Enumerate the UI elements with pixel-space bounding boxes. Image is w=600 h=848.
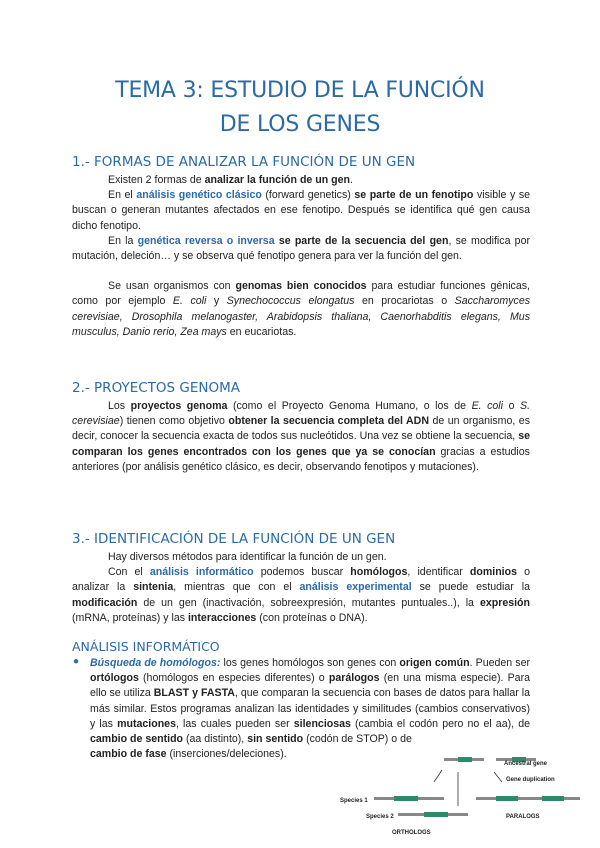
species1-gene-bar [374,796,444,801]
paralog-gene-bars [476,796,580,801]
section3-heading: 3.- IDENTIFICACIÓN DE LA FUNCIÓN DE UN GEN [72,531,396,547]
orthologs-paralogs-figure [336,748,588,844]
homologs-paragraph: Búsqueda de homólogos: los genes homólogos son genes con origen común. Pueden ser ortólogos (homólogos en especies diferentes) o parálogos (en una misma especie). Para ello se utiliza BLAST y FASTA, que comparan la secuencia con bases de datos para hallar la más similar. Estos programas analizan las identidades y similitudes (cambios conservativos) y las mutaciones, las cuales pueden ser silenciosas (cambia el codón pero no el aa), de cambio de sentido (aa distinto), sin sentido (codón de STOP) o de [90,657,531,746]
section1-paragraph-4: Se usan organismos con genomas bien conocidos para estudiar funciones génicas, como por ejemplo E. coli y Synechococcus elongatus en procariotas o Saccharomyces cerevisiae, Drosophila melanogaster, Arabidopsis thaliana, Caenorhabditis elegans, Mus musculus, Danio rerio, Zea mays en eucariotas. [72,280,531,338]
arrow-right-icon [494,772,502,782]
arrow-left-icon [434,770,442,782]
paralogs-label: PARALOGS [506,814,540,820]
species1-label: Species 1 [340,798,368,804]
page-title [40,74,560,142]
section2-paragraph: Los proyectos genoma (como el Proyecto Genoma Humano, o los de E. coli o S. cerevisiae) tienen como objetivo obtener la secuencia completa del ADN de un organismo, es decir, conocer la secuencia exacta de todos sus nucleótidos. Una vez se obtiene la secuencia, se comparan los genes encontrados con los genes que ya se conocían gracias a estudios anteriores (por análisis genético clásico, es decir, observando fenotipos y mutaciones). [72,400,531,473]
orthologs-label: ORTHOLOGS [392,830,431,836]
section2-body [72,399,530,475]
title-line-2: DE LOS GENES [219,112,381,137]
section3-paragraph-1: Hay diversos métodos para identificar la función de un gen. [108,551,387,563]
bullet-icon: ● [73,656,80,667]
section1-paragraph-1: Existen 2 formas de analizar la función de un gen. [108,174,353,186]
species2-gene-bar [398,812,468,817]
section1-body [72,173,530,340]
subsection-heading: ANÁLISIS INFORMÁTICO [72,639,220,654]
homologs-paragraph-end: cambio de fase (inserciones/deleciones). [90,748,287,761]
section2-heading: 2.- PROYECTOS GENOMA [72,380,240,396]
section3-paragraph-2: Con el análisis informático podemos buscar homólogos, identificar dominios o analizar la sintenia, mientras que con el análisis experimental se puede estudiar la modificación de un gen (inactivación, sobreexpresión, mutantes puntuales..), la expresión (mRNA, proteínas) y las interacciones (con proteínas o DNA). [72,566,531,624]
ancestral-gene-label: Ancestral gene [504,761,548,767]
section1-paragraph-2: En el análisis genético clásico (forward genetics) se parte de un fenotipo visible y se buscan o generan mutantes afectados en ese fenotipo. Después se identifica qué gen causa dicho fenotipo. [72,189,531,232]
section3-body [72,550,530,626]
species2-label: Species 2 [366,814,394,820]
gene-duplication-label: Gene duplication [506,777,555,783]
section1-paragraph-3: En la genética reversa o inversa se parte de la secuencia del gen, se modifica por mutación, deleción… y se observa qué fenotipo genera para ver la función del gen. [72,234,530,263]
section1-heading: 1.- FORMAS DE ANALIZAR LA FUNCIÓN DE UN GEN [72,154,416,170]
title-line-1: TEMA 3: ESTUDIO DE LA FUNCIÓN [115,78,485,103]
list-item [73,656,531,762]
